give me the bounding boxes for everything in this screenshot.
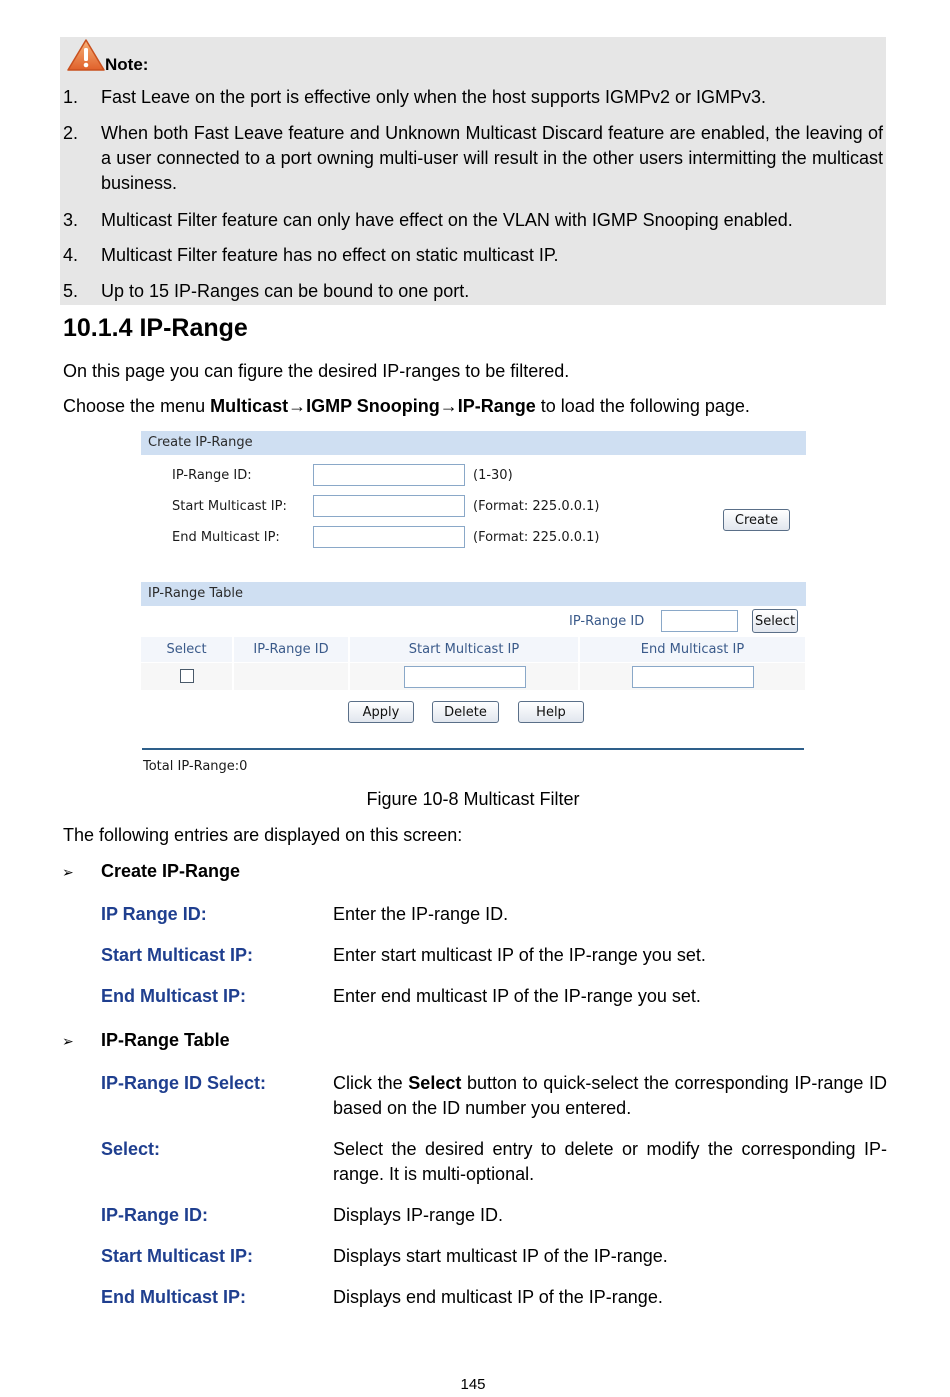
group-title-table: IP-Range Table [101,1030,230,1050]
menu-prefix: Choose the menu [63,396,211,416]
row-end-ip-input[interactable] [632,666,754,688]
menu-instruction [63,396,750,417]
row-select-checkbox[interactable] [180,669,194,683]
ip-range-id-input[interactable] [313,464,465,486]
arrow-bullet-icon: ➢ [62,1033,74,1049]
desc-ip-range-id-display: Displays IP-range ID. [333,1205,504,1225]
row-start-ip-input[interactable] [404,666,526,688]
start-multicast-ip-label: Start Multicast IP: [172,499,287,514]
ip-range-table-title: IP-Range Table [148,586,244,601]
column-header-start-multicast-ip: Start Multicast IP [350,637,578,662]
end-multicast-ip-input[interactable] [313,526,465,548]
end-multicast-ip-label: End Multicast IP: [172,530,280,545]
table-cell [234,663,348,690]
desc-start-multicast-ip-display: Displays start multicast IP of the IP-range. [333,1246,668,1266]
end-multicast-ip-hint: (Format: 225.0.0.1) [473,530,600,545]
note-item-number: 3. [63,210,79,230]
create-ip-range-header [141,431,806,455]
desc-start-multicast-ip: Enter start multicast IP of the IP-range you set. [333,945,706,965]
desc-end-multicast-ip-display: Displays end multicast IP of the IP-range. [333,1287,663,1307]
table-divider [142,748,804,750]
term-end-multicast-ip: End Multicast IP: [101,986,247,1006]
apply-button[interactable]: Apply [348,701,414,723]
start-multicast-ip-input[interactable] [313,495,465,517]
note-item-text: Fast Leave on the port is effective only when the host supports IGMPv2 or IGMPv3. [101,87,766,107]
term-ip-range-id: IP Range ID: [101,904,207,924]
term-select: Select: [101,1139,161,1159]
note-item-text: Multicast Filter feature has no effect on static multicast IP. [101,245,559,265]
desc-select: Select the desired entry to delete or modify the corresponding IP-range. It is multi-optional. [333,1139,887,1184]
note-item-text: When both Fast Leave feature and Unknown Multicast Discard feature are enabled, the leaving of a user connected to a port owning multi-user will result in the other users intermitting the multicast business. [101,123,883,193]
section-intro: On this page you can figure the desired IP-ranges to be filtered. [63,361,570,381]
page-number: 145 [460,1376,486,1393]
start-multicast-ip-hint: (Format: 225.0.0.1) [473,499,600,514]
note-item-text: Up to 15 IP-Ranges can be bound to one port. [101,281,470,301]
desc-bold: Select [408,1073,462,1093]
note-item-text: Multicast Filter feature can only have effect on the VLAN with IGMP Snooping enabled. [101,210,793,230]
group-title-create: Create IP-Range [101,861,241,881]
create-ip-range-title: Create IP-Range [148,435,253,450]
warning-icon [66,38,106,77]
select-ip-range-id-input[interactable] [661,610,738,632]
help-button[interactable]: Help [518,701,584,723]
section-heading: 10.1.4 IP-Range [63,314,248,342]
select-ip-range-id-label: IP-Range ID [569,614,645,629]
term-end-multicast-ip-display: End Multicast IP: [101,1287,247,1307]
desc-prefix: Click the [333,1073,409,1093]
term-start-multicast-ip: Start Multicast IP: [101,945,254,965]
delete-button[interactable]: Delete [432,701,499,723]
menu-suffix: to load the following page. [535,396,750,416]
arrow-bullet-icon: ➢ [62,864,74,880]
ip-range-table-header [141,582,806,606]
desc-end-multicast-ip: Enter end multicast IP of the IP-range you set. [333,986,701,1006]
column-header-select: Select [141,637,232,662]
column-header-end-multicast-ip: End Multicast IP [580,637,805,662]
ip-range-id-hint: (1-30) [473,468,513,483]
ip-range-id-label: IP-Range ID: [172,468,252,483]
note-item-number: 1. [63,87,79,107]
term-ip-range-id-display: IP-Range ID: [101,1205,209,1225]
term-ip-range-id-select: IP-Range ID Select: [101,1073,267,1093]
figure-caption: Figure 10-8 Multicast Filter [366,789,580,809]
menu-path: Multicast→IGMP Snooping→IP-Range [210,396,536,416]
term-start-multicast-ip-display: Start Multicast IP: [101,1246,254,1266]
note-label: Note: [105,55,149,74]
column-header-ip-range-id: IP-Range ID [234,637,348,662]
total-ip-range: Total IP-Range:0 [143,759,248,774]
desc-ip-range-id-select [333,1071,887,1121]
note-item-number: 2. [63,123,79,143]
note-item-number: 5. [63,281,79,301]
note-item-number: 4. [63,245,79,265]
create-button[interactable]: Create [723,509,790,531]
desc-ip-range-id: Enter the IP-range ID. [333,904,509,924]
entries-intro: The following entries are displayed on this screen: [63,825,463,845]
select-button[interactable]: Select [752,609,798,633]
desc-suffix: button to quick-select the corresponding IP-range ID based on the ID number you entered. [333,1073,888,1118]
